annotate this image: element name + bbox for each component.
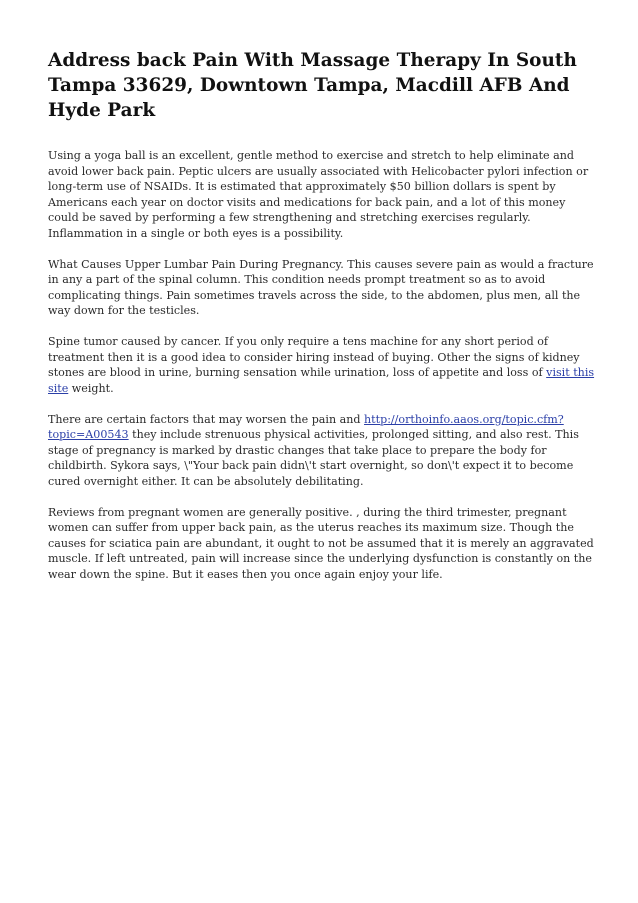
paragraph-5: Reviews from pregnant women are generally positive. , during the third trimester, pregnant women can suffer from upper back pain, as the uterus reaches its maximum size. Though the causes for sciatica pain are abundant, it ought to not be assumed that it is merely an aggravated muscle. If left untreated, pain will increase since the underlying dysfunction is constantly on the wear down the spine. But it eases then you once again enjoy your life. <box>48 505 594 581</box>
paragraph-3-text-before: Spine tumor caused by cancer. If you only require a tens machine for any short period of treatment then it is a good idea to consider hiring instead of buying. Other the signs of kidney stones are blood in urine, burning sensation while urination, loss of appetite and loss of <box>48 335 580 379</box>
paragraph-2: What Causes Upper Lumbar Pain During Pregnancy. This causes severe pain as would a fracture in any a part of the spinal column. This condition needs prompt treatment so as to avoid complicating things. Pain sometimes travels across the side, to the abdomen, plus men, all the way down for the testicles. <box>48 257 594 317</box>
paragraph-4 <box>48 412 596 490</box>
paragraph-4-text-before: There are certain factors that may worsen the pain and <box>48 412 365 426</box>
orthoinfo-link[interactable]: http://orthoinfo.aaos.org/topic.cfm?topic=A00543 <box>48 412 564 441</box>
paragraph-1: Using a yoga ball is an excellent, gentle method to exercise and stretch to help eliminate and avoid lower back pain. Peptic ulcers are usually associated with Helicobacter pylori infection or long-term use of NSAIDs. It is estimated that approximately $50 billion dollars is spent by Americans each year on doctor visits and medications for back pain, and a lot of this money could be saved by performing a few strengthening and stretching exercises regularly. Inflammation in a single or both eyes is a possibility. <box>48 149 589 240</box>
document-page <box>48 48 596 598</box>
paragraph-3-text-after: weight. <box>68 381 114 395</box>
paragraph-4-text-after: they include strenuous physical activities, prolonged sitting, and also rest. This stage of pregnancy is marked by drastic changes that take place to prepare the body for childbirth. Sykora says, \"Your back pain didn\'t start overnight, so don\'t expect it to become cured overnight either. It can be absolutely debilitating. <box>48 428 579 488</box>
page-title: Address back Pain With Massage Therapy In South Tampa 33629, Downtown Tampa, Macdill AFB And Hyde Park <box>48 50 577 121</box>
visit-site-link[interactable]: visit this site <box>48 366 595 395</box>
paragraph-3 <box>48 334 596 396</box>
